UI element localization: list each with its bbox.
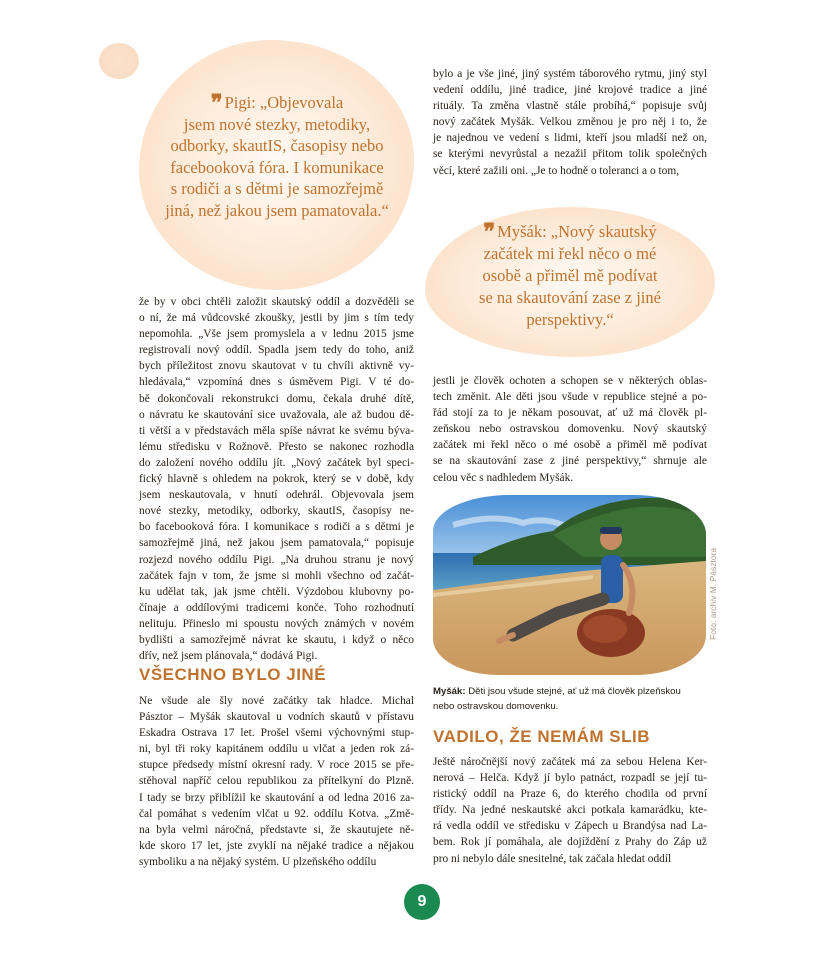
text-line: je najednou ve vedení s lidmi, kteří jsou mladší než on,: [433, 132, 707, 145]
text-line: registrovali nový oddíl. Spadla jsem tedy do toho, aniž: [139, 344, 414, 357]
beach-photo-illustration: [433, 495, 706, 675]
text-line: ti větší a v představách měla spíše návrat ke svému býva-: [139, 424, 414, 437]
photo-beach: [433, 495, 706, 675]
text-line: Ještě náročnější nový začátek má za sebou Helena Ker-: [433, 756, 707, 768]
text-line: vedení oddílu, jiné tradice, jiné krojové tradice a jiné: [433, 84, 707, 97]
text-column-left-bottom: [139, 693, 414, 870]
text-line: jestli je člověk ochoten a schopen se v některých oblas-: [433, 375, 707, 387]
text-line: bylo a je vše jiné, jiný systém táborového rytmu, jiný styl: [433, 68, 707, 80]
text-line: Pásztor – Myšák skautoval u vodních skautů v přístavu: [139, 711, 414, 724]
text-line: začátek mi řekl něco o mé osobě a přiměl mě podívat: [433, 439, 707, 452]
text-column-left-main: [139, 294, 414, 664]
text-line: jsem neskautovala, v hnutí odehrál. Objevovala jsem: [139, 489, 414, 502]
text-column-right-mid: [433, 373, 707, 486]
text-line: I tady se brzy přiblížil ke skautování a od ledna 2016 za-: [139, 791, 414, 804]
text-line: ristický oddíl na Praze 6, do kterého chodila od první: [433, 788, 707, 801]
quote-speaker: Pigi:: [224, 93, 256, 112]
text-line: bych příležitost znovu skautovat v tu chvíli aktivně vy-: [139, 360, 414, 373]
page-number-badge: 9: [404, 884, 440, 920]
text-line: rituály. Ta změna vlastně stále probíhá,“ popisuje svůj: [433, 100, 707, 113]
text-line: nový začátek Myšák. Velkou změnou je pro něj i to, že: [433, 116, 707, 129]
text-line: třídy. Na jedné neskautské akci potkala kamarádku, kte-: [433, 804, 707, 817]
text-line: bo facebooková fóra. I komunikace s rodiči a s dětmi je: [139, 521, 414, 534]
text-line: kde skoro 17 let, jste zvyklí na nějaké tradice a nějakou: [139, 839, 414, 852]
text-line: symboliku a na nějaký systém. U plzeňského oddílu: [139, 855, 377, 868]
text-line: na byla velmi náročná, představte si, že skautujete ně-: [139, 823, 414, 836]
text-line: Eskadra Ostrava 17 let. Prošel všemi výchovnými stup-: [139, 727, 414, 740]
text-line: celou věc s nadhledem Myšák.: [433, 471, 574, 484]
text-line: věcí, které zažili oni. „Je to hodně o toleranci a o tom,: [433, 164, 680, 177]
pull-quote-right: ❞ Myšák: „Nový skautský začátek mi řekl něco o mé osobě a přiměl mě podívat se na skautování zase z jiné perspektivy.“: [479, 219, 661, 329]
text-line: stupce předsedy místní okresní rady. V roce 2015 se pře-: [139, 759, 414, 772]
text-line: začátek fajn v tom, že jsme si mohli všechno od začát-: [139, 569, 414, 582]
text-line: ni, byl tři roky kapitánem oddílu u vlčat a jeden rok zá-: [139, 743, 414, 756]
text-line: fický hlavně s ohledem na pokrok, který se v době, kdy: [139, 473, 414, 486]
section-heading-right: VADILO, ŽE NEMÁM SLIB: [433, 727, 651, 746]
quote-speaker: Myšák:: [497, 222, 547, 241]
text-line: nelituju. Přineslo mi spoustu nových známých v novém: [139, 617, 414, 630]
section-heading-left: VŠECHNO BYLO JINÉ: [139, 665, 327, 684]
text-line: samozřejmě jiná, než jakou jsem pamatovala,“ popisuje: [139, 537, 414, 550]
text-line: bě dokončovali rekonstrukci domu, čekala druhé dítě,: [139, 392, 414, 405]
quote-mark-icon: ❞: [483, 219, 494, 245]
text-line: Ne všude ale šly nové začátky tak hladce. Michal: [139, 695, 414, 707]
text-line: stěhoval napříč celou republikou za přítelkyní do Plzně.: [139, 775, 414, 788]
text-line: pro ni nebylo dále snesitelné, tak začala hledat oddíl: [433, 852, 672, 865]
text-line: řád stojí za to je někam posouvat, ať už má člověk pl-: [433, 407, 707, 420]
text-line: o ní, že má vůdcovské zkoušky, jestli by jim s tím tedy: [139, 312, 414, 325]
text-column-right-bottom: [433, 754, 707, 867]
text-line: nepomohla. „Vše jsem promyslela a v lednu 2015 jsme: [139, 328, 414, 341]
text-line: čínaje a oddílovými tradicemi konče. Toho rozhodnutí: [139, 601, 414, 614]
text-line: tech změnit. Ale děti jsou všude v republice stejné a po-: [433, 391, 707, 404]
text-line: ku udělat tak, jak jsme chtěli. Výzdobou klubovny po-: [139, 585, 414, 598]
text-line: lému středisku v Rožnově. Přesto se nakonec rozhodla: [139, 440, 414, 453]
text-line: se na skautování zase z jiné perspektivy,“ shrnuje ale: [433, 455, 707, 468]
text-line: že by v obci chtěli založit skautský oddíl a dozvěděli se: [139, 296, 414, 308]
text-line: dřív, než jsem plánovala,“ dodává Pigi.: [139, 650, 318, 663]
decorative-dot: [99, 43, 139, 79]
text-line: nerová – Helča. Když jí bylo patnáct, rozpadl se její tu-: [433, 772, 707, 785]
photo-caption: Myšák: Děti jsou všude stejné, ať už má člověk plzeňskou nebo ostravskou domovenku.: [433, 686, 681, 712]
text-line: hledávala,“ vzpomíná dnes s úsměvem Pigi. V té do-: [139, 376, 414, 389]
text-line: čal pomáhat s vedením vlčat u 92. oddílu Kotva. „Změ-: [139, 807, 414, 820]
text-line: rá vedla oddíl ve středisku v Zápech u Brandýsa nad La-: [433, 820, 707, 833]
text-line: zeňskou nebo ostravskou domovenku. Nový skautský: [433, 423, 707, 436]
text-line: rozjezd nového oddílu Pigi. „Na druhou stranu je nový: [139, 553, 414, 566]
text-line: bem. Rok jí pomáhala, ale dojíždění z Prahy do Záp už: [433, 836, 707, 849]
text-line: se kterými nevyrůstal a nezažil přitom tolik společných: [433, 148, 707, 161]
pull-quote-left: ❞ Pigi: „Objevovala jsem nové stezky, metodiky, odborky, skautIS, časopisy nebo facebooková fóra. I komunikace s rodiči a s dětmi je samozřejmě jiná, než jakou jsem pamatovala.“: [165, 90, 389, 220]
text-line: bydlišti a samozřejmě návrat ke skautu, i když o něco: [139, 633, 414, 646]
quote-mark-icon: ❞: [210, 90, 221, 116]
text-column-right-top: [433, 66, 707, 179]
photo-credit: Foto: archiv M. Pásztora: [708, 547, 718, 640]
text-line: nové stezky, metodiky, odborky, skautIS, časopisy ne-: [139, 505, 414, 518]
text-line: o návratu ke skautování sice uvažovala, ale až budou dě-: [139, 408, 414, 421]
text-line: do založení nového oddílu jít. „Nový začátek byl speci-: [139, 456, 414, 469]
